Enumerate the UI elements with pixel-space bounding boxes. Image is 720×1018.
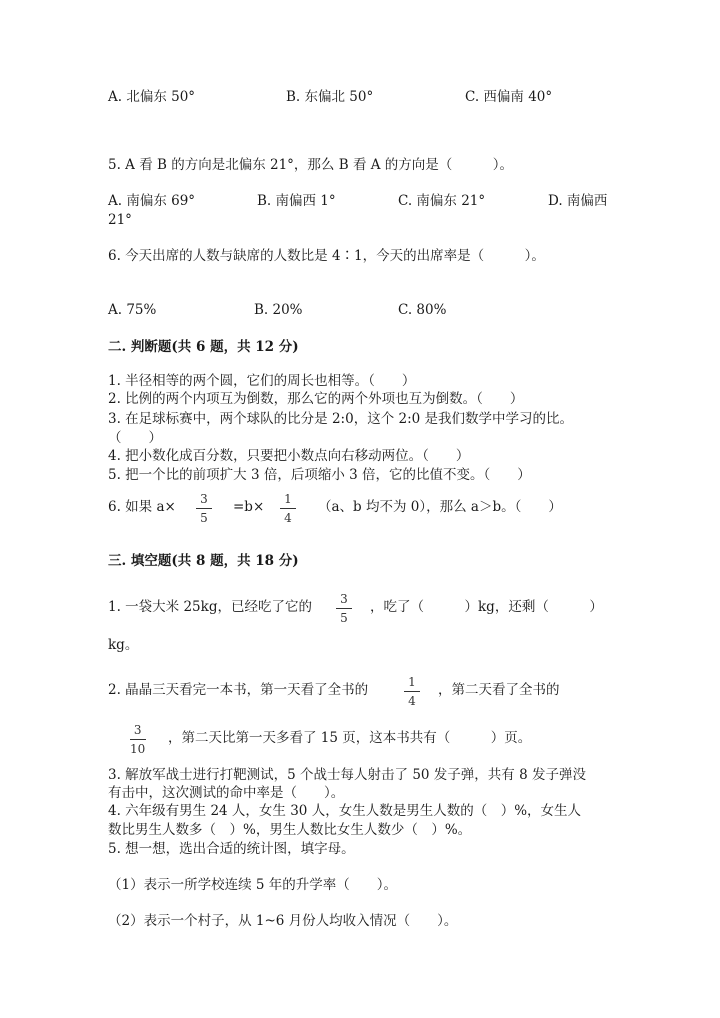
fill-q5-stem: 5. 想一想，选出合适的统计图，填字母。 (108, 841, 355, 857)
q5-option-d: D. 南偏西 (548, 193, 608, 209)
fill-q5-sub1: （1）表示一所学校连续 5 年的升学率（ ）。 (108, 877, 398, 893)
judge-item-6-part3: （a、b 均不为 0），那么 a＞b。（ ） (318, 499, 562, 515)
judge-item-6-part2: =b× (233, 499, 265, 515)
q6-stem: 6. 今天出席的人数与缺席的人数比是 4∶1，今天的出席率是（ ）。 (108, 248, 545, 264)
judge-item-3-wrap: （ ） (108, 430, 162, 446)
q6-option-c: C. 80% (398, 302, 447, 318)
fraction-bar (130, 739, 146, 740)
q5-option-a: A. 南偏东 69° (108, 193, 196, 209)
fill-q1-part1: 1. 一袋大米 25kg，已经吃了它的 (108, 599, 312, 615)
fill-q2-part3: ，第二天比第一天多看了 15 页，这本书共有（ ）页。 (168, 730, 532, 746)
fill-q2-part2: ，第二天看了全书的 (438, 682, 560, 698)
q5-option-c: C. 南偏东 21° (398, 193, 486, 209)
fraction-one-quarter (280, 492, 296, 525)
q6-option-a: A. 75% (108, 302, 157, 318)
fraction-bar (196, 508, 212, 509)
judge-item-6-part1: 6. 如果 a× (108, 499, 176, 515)
fraction-denominator: 4 (284, 511, 292, 525)
fraction-denominator: 5 (200, 511, 208, 525)
judge-item-5: 5. 把一个比的前项扩大 3 倍，后项缩小 3 倍，它的比值不变。（ ） (108, 467, 531, 483)
fraction-three-fifths (336, 592, 352, 625)
fill-q3-line1: 3. 解放军战士进行打靶测试，5 个战士每人射击了 50 发子弹，共有 8 发子弹没 (108, 767, 586, 783)
fraction-bar (336, 608, 352, 609)
fraction-numerator: 3 (133, 723, 142, 737)
fraction-numerator: 1 (284, 492, 292, 506)
q5-stem: 5. A 看 B 的方向是北偏东 21°，那么 B 看 A 的方向是（ ）。 (108, 157, 514, 173)
judge-item-1: 1. 半径相等的两个圆，它们的周长也相等。（ ） (108, 373, 416, 389)
fill-q4-line1: 4. 六年级有男生 24 人，女生 30 人，女生人数是男生人数的（ ）%，女生人 (108, 803, 582, 819)
q4-option-a: A. 北偏东 50° (108, 89, 196, 105)
q5-option-d-wrap: 21° (108, 212, 132, 228)
fraction-denominator: 4 (408, 694, 416, 708)
fraction-three-fifths (196, 492, 212, 525)
fraction-denominator: 10 (130, 742, 146, 756)
section-2-title: 二. 判断题(共 6 题，共 12 分) (108, 339, 299, 355)
judge-item-3: 3. 在足球标赛中，两个球队的比分是 2:0，这个 2:0 是我们数学中学习的比。 (108, 411, 573, 427)
fraction-three-tenths (128, 723, 147, 756)
fill-q3-line2: 有击中，这次测试的命中率是（ ）。 (108, 785, 345, 801)
q5-option-b: B. 南偏西 1° (257, 193, 336, 209)
fraction-bar (404, 691, 420, 692)
fill-q1-part2: ，吃了（ ）kg，还剩（ ） (370, 599, 603, 615)
judge-item-2: 2. 比例的两个内项互为倒数，那么它的两个外项也互为倒数。（ ） (108, 391, 524, 407)
judge-item-4: 4. 把小数化成百分数，只要把小数点向右移动两位。（ ） (108, 448, 470, 464)
fill-q1-part3: kg。 (108, 637, 139, 653)
section-3-title: 三. 填空题(共 8 题，共 18 分) (108, 553, 299, 569)
fill-q2-part1: 2. 晶晶三天看完一本书，第一天看了全书的 (108, 682, 369, 698)
q6-option-b: B. 20% (254, 302, 303, 318)
fraction-bar (280, 508, 296, 509)
fraction-numerator: 3 (200, 492, 208, 506)
fraction-one-quarter (404, 675, 420, 708)
fill-q5-sub2: （2）表示一个村子，从 1~6 月份人均收入情况（ ）。 (108, 913, 458, 929)
fill-q4-line2: 数比男生人数多（ ）%，男生人数比女生人数少（ ）%。 (108, 822, 472, 838)
fraction-denominator: 5 (340, 611, 348, 625)
q4-option-b: B. 东偏北 50° (286, 89, 374, 105)
fraction-numerator: 1 (408, 675, 416, 689)
q4-option-c: C. 西偏南 40° (465, 89, 553, 105)
fraction-numerator: 3 (340, 592, 348, 606)
